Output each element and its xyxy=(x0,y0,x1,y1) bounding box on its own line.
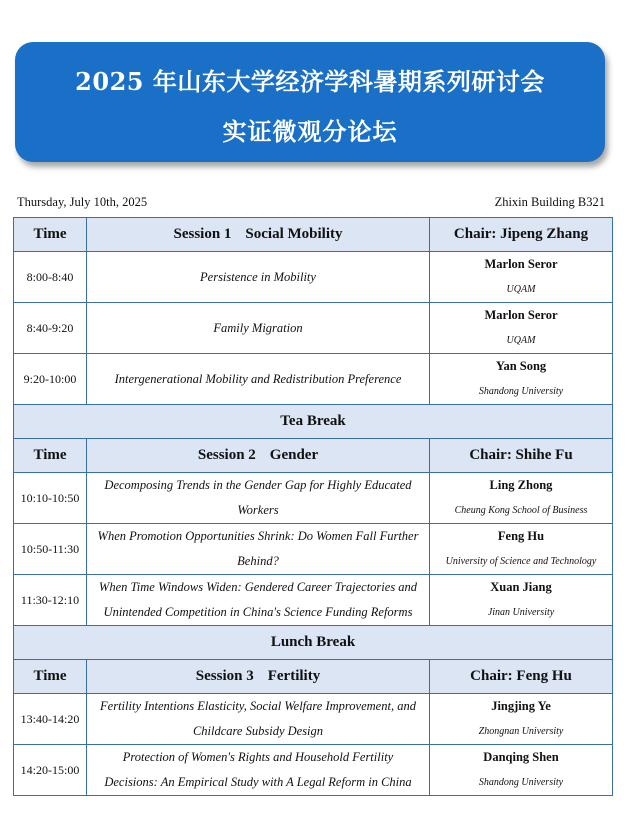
table-row xyxy=(14,303,613,354)
title-line: Fertility Intentions Elasticity, Social Welfare Improvement, and xyxy=(100,699,416,713)
session-header xyxy=(14,218,613,252)
event-venue: Zhixin Building B321 xyxy=(494,195,605,209)
table-row xyxy=(14,694,613,745)
speaker-affiliation: Zhongnan University xyxy=(478,726,564,737)
session-header xyxy=(14,660,613,694)
break-row xyxy=(14,405,613,439)
title-line: Decisions: An Empirical Study with A Legal Reform in China xyxy=(104,775,412,789)
talk-title: Persistence in Mobility xyxy=(87,252,430,303)
speaker-name: Yan Song xyxy=(495,359,547,373)
talk-time: 10:50-11:30 xyxy=(14,524,87,575)
title-line: Workers xyxy=(237,503,279,517)
speaker-affiliation: Jinan University xyxy=(487,607,555,618)
talk-speaker xyxy=(430,575,613,626)
session-chair: Chair: Jipeng Zhang xyxy=(430,218,613,252)
title-line: Decomposing Trends in the Gender Gap for Highly Educated xyxy=(104,478,412,492)
talk-title xyxy=(87,694,430,745)
session-title xyxy=(87,218,430,252)
talk-time: 13:40-14:20 xyxy=(14,694,87,745)
speaker-name: Marlon Seror xyxy=(484,257,558,271)
time-header: Time xyxy=(14,439,87,473)
talk-title xyxy=(87,524,430,575)
talk-time: 14:20-15:00 xyxy=(14,745,87,796)
talk-speaker xyxy=(430,473,613,524)
speaker-affiliation: UQAM xyxy=(506,335,536,346)
session-number: Session 1 xyxy=(173,226,232,242)
speaker-name: Ling Zhong xyxy=(489,478,553,492)
session-name: Gender xyxy=(269,447,319,463)
session-number: Session 3 xyxy=(195,668,254,684)
session-header xyxy=(14,439,613,473)
session-title xyxy=(87,660,430,694)
tea-break: Tea Break xyxy=(14,405,613,439)
talk-time: 11:30-12:10 xyxy=(14,575,87,626)
title-line: When Promotion Opportunities Shrink: Do Women Fall Further xyxy=(97,529,419,543)
title-line: Unintended Competition in China's Science Funding Reforms xyxy=(103,605,413,619)
title-banner xyxy=(15,42,605,162)
lunch-break: Lunch Break xyxy=(14,626,613,660)
time-header: Time xyxy=(14,218,87,252)
schedule-table xyxy=(13,217,613,796)
talk-time: 9:20-10:00 xyxy=(14,354,87,405)
speaker-name: Marlon Seror xyxy=(484,308,558,322)
session-name: Social Mobility xyxy=(245,226,343,242)
speaker-affiliation: University of Science and Technology xyxy=(445,556,597,567)
banner-subtitle: 实证微观分论坛 xyxy=(222,117,398,146)
talk-speaker xyxy=(430,354,613,405)
title-line: Childcare Subsidy Design xyxy=(192,724,324,738)
talk-speaker xyxy=(430,252,613,303)
table-row xyxy=(14,575,613,626)
talk-speaker xyxy=(430,524,613,575)
talk-title xyxy=(87,473,430,524)
talk-speaker xyxy=(430,303,613,354)
speaker-affiliation: Shandong University xyxy=(478,777,564,788)
session-number: Session 2 xyxy=(197,447,256,463)
break-row xyxy=(14,626,613,660)
table-row xyxy=(14,252,613,303)
speaker-name: Jingjing Ye xyxy=(491,699,551,713)
session-name: Fertility xyxy=(267,668,321,684)
title-line: Protection of Women's Rights and Household Fertility xyxy=(122,750,394,764)
speaker-name: Danqing Shen xyxy=(483,750,559,764)
banner-title: 2025 年山东大学经济学科暑期系列研讨会 xyxy=(75,67,545,96)
event-date: Thursday, July 10th, 2025 xyxy=(17,195,148,209)
speaker-name: Feng Hu xyxy=(497,529,545,543)
speaker-affiliation: Cheung Kong School of Business xyxy=(454,505,588,516)
talk-time: 8:00-8:40 xyxy=(14,252,87,303)
speaker-affiliation: Shandong University xyxy=(478,386,564,397)
speaker-name: Xuan Jiang xyxy=(490,580,552,594)
talk-time: 8:40-9:20 xyxy=(14,303,87,354)
table-row xyxy=(14,745,613,796)
title-line: Behind? xyxy=(237,554,279,568)
session-chair: Chair: Shihe Fu xyxy=(430,439,613,473)
title-line: When Time Windows Widen: Gendered Career Trajectories and xyxy=(98,580,418,594)
talk-title xyxy=(87,745,430,796)
talk-speaker xyxy=(430,745,613,796)
talk-title: Family Migration xyxy=(87,303,430,354)
session-chair: Chair: Feng Hu xyxy=(430,660,613,694)
session-title xyxy=(87,439,430,473)
speaker-affiliation: UQAM xyxy=(506,284,536,295)
table-row xyxy=(14,354,613,405)
talk-speaker xyxy=(430,694,613,745)
talk-title xyxy=(87,575,430,626)
talk-title: Intergenerational Mobility and Redistribution Preference xyxy=(87,354,430,405)
talk-time: 10:10-10:50 xyxy=(14,473,87,524)
time-header: Time xyxy=(14,660,87,694)
table-row xyxy=(14,473,613,524)
table-row xyxy=(14,524,613,575)
